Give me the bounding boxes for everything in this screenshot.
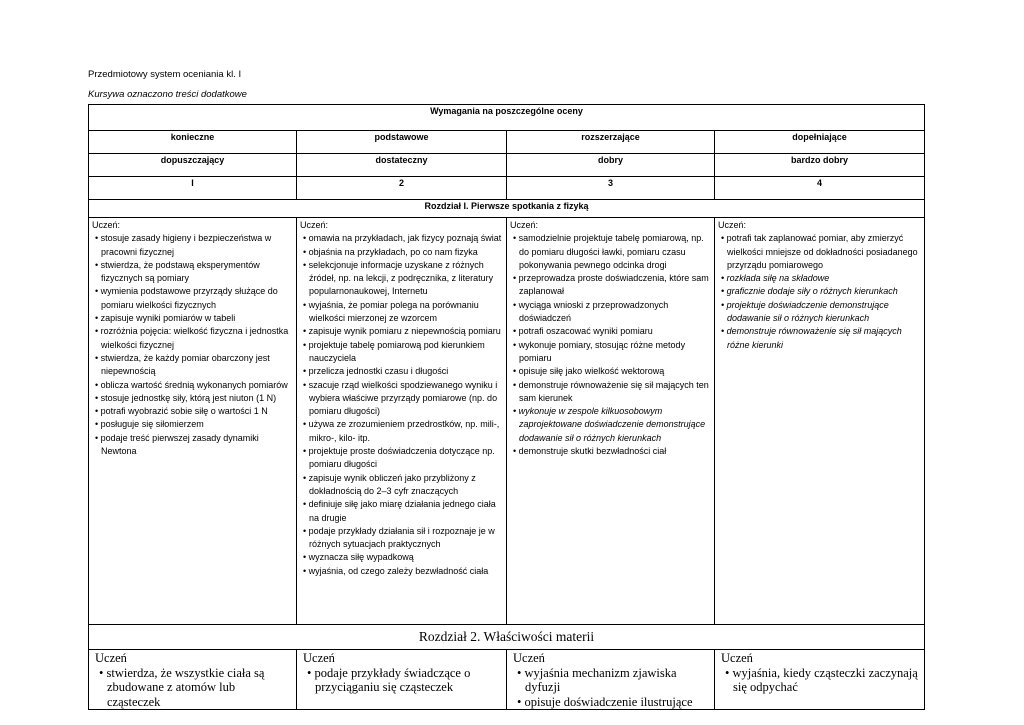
- uczen-label: Uczeń:: [718, 220, 747, 230]
- requirements-list: [95, 666, 290, 710]
- col-dopelniajace-content: [715, 218, 925, 625]
- list-item: • projektuje doświadczenie demonstrujące dodawanie sił o różnych kierunkach: [718, 299, 921, 326]
- list-item: • wykonuje pomiary, stosując różne metody pomiaru: [510, 339, 711, 366]
- grade-number-3: 3: [507, 177, 715, 200]
- list-item: • wyjaśnia, od czego zależy bezwładność ciała: [300, 565, 503, 578]
- requirements-list: [92, 232, 293, 458]
- section-2-col-3: [507, 650, 715, 710]
- list-item: • stosuje jednostkę siły, którą jest niuton (1 N): [92, 392, 293, 405]
- list-item: • stosuje zasady higieny i bezpieczeństwa w pracowni fizycznej: [92, 232, 293, 259]
- list-item: • stwierdza, że podstawą eksperymentów fizycznych są pomiary: [92, 259, 293, 286]
- list-item: • wyjaśnia, kiedy cząsteczki zaczynają się odpychać: [721, 666, 918, 695]
- list-item: • opisuje doświadczenie ilustrujące: [513, 695, 708, 710]
- list-item: • demonstruje skutki bezwładności ciał: [510, 445, 711, 458]
- list-item: • posługuje się siłomierzem: [92, 418, 293, 431]
- list-item: • stwierdza, że wszystkie ciała są zbudowane z atomów lub cząsteczek: [95, 666, 290, 710]
- level-konieczne: konieczne: [89, 131, 297, 154]
- uczen-label: Uczeń:: [92, 220, 121, 230]
- list-item: • wyjaśnia mechanizm zjawiska dyfuzji: [513, 666, 708, 695]
- list-item: • podaje przykłady świadczące o przyciąganiu się cząsteczek: [303, 666, 500, 695]
- list-item: • potrafi tak zaplanować pomiar, aby zmierzyć wielkości mniejsze od dokładności posiadanego przyrządu pomiarowego: [718, 232, 921, 272]
- grade-dostateczny: dostateczny: [297, 154, 507, 177]
- requirements-list: [513, 666, 708, 710]
- uczen-label: Uczeń: [513, 651, 545, 665]
- level-rozszerzajace: rozszerzające: [507, 131, 715, 154]
- level-podstawowe: podstawowe: [297, 131, 507, 154]
- requirements-table: [88, 104, 925, 710]
- col-rozszerzajace-content: [507, 218, 715, 625]
- list-item: • definiuje siłę jako miarę działania jednego ciała na drugie: [300, 498, 503, 525]
- list-item: • samodzielnie projektuje tabelę pomiarową, np. do pomiaru długości ławki, pomiaru czasu pokonywania pewnego odcinka drogi: [510, 232, 711, 272]
- section-1-title: Rozdział I. Pierwsze spotkania z fizyką: [89, 200, 925, 218]
- section-2-col-2: [297, 650, 507, 710]
- italic-note: Kursywa oznaczono treści dodatkowe: [88, 89, 247, 100]
- list-item: • używa ze zrozumieniem przedrostków, np. mili-, mikro-, kilo- itp.: [300, 418, 503, 445]
- section-2-title: Rozdział 2. Właściwości materii: [89, 625, 925, 650]
- list-item: • rozkłada siłę na składowe: [718, 272, 921, 285]
- uczen-label: Uczeń:: [510, 220, 539, 230]
- list-item: • wyciąga wnioski z przeprowadzonych doświadczeń: [510, 299, 711, 326]
- list-item: • rozróżnia pojęcia: wielkość fizyczna i jednostka wielkości fizycznej: [92, 325, 293, 352]
- list-item: • selekcjonuje informacje uzyskane z różnych źródeł, np. na lekcji, z podręcznika, z literatury popularnonaukowej, Internetu: [300, 259, 503, 299]
- list-item: • graficznie dodaje siły o różnych kierunkach: [718, 285, 921, 298]
- section-2-col-4: [715, 650, 925, 710]
- grade-number-1: I: [89, 177, 297, 200]
- list-item: • omawia na przykładach, jak fizycy poznają świat: [300, 232, 503, 245]
- list-item: • wyznacza siłę wypadkową: [300, 551, 503, 564]
- document-title: Przedmiotowy system oceniania kl. I: [88, 69, 242, 80]
- list-item: • przeprowadza proste doświadczenia, które sam zaplanował: [510, 272, 711, 299]
- list-item: • wyjaśnia, że pomiar polega na porównaniu wielkości mierzonej ze wzorcem: [300, 299, 503, 326]
- grade-number-2: 2: [297, 177, 507, 200]
- list-item: • demonstruje równoważenie się sił mających różne kierunki: [718, 325, 921, 352]
- grade-bardzo-dobry: bardzo dobry: [715, 154, 925, 177]
- requirements-list: [510, 232, 711, 458]
- list-item: • podaje przykłady działania sił i rozpoznaje je w różnych sytuacjach praktycznych: [300, 525, 503, 552]
- requirements-list: [303, 666, 500, 695]
- grade-number-4: 4: [715, 177, 925, 200]
- list-item: • projektuje tabelę pomiarową pod kierunkiem nauczyciela: [300, 339, 503, 366]
- col-podstawowe-content: [297, 218, 507, 625]
- list-item: • oblicza wartość średnią wykonanych pomiarów: [92, 379, 293, 392]
- uczen-label: Uczeń: [95, 651, 127, 665]
- list-item: • podaje treść pierwszej zasady dynamiki Newtona: [92, 432, 293, 459]
- requirements-list: [718, 232, 921, 352]
- list-item: • potrafi wyobrazić sobie siłę o wartości 1 N: [92, 405, 293, 418]
- col-konieczne-content: [89, 218, 297, 625]
- requirements-list: [721, 666, 918, 695]
- list-item: • wykonuje w zespole kilkuosobowym zaprojektowane doświadczenie demonstrujące dodawanie sił o różnych kierunkach: [510, 405, 711, 445]
- list-item: • przelicza jednostki czasu i długości: [300, 365, 503, 378]
- list-item: • opisuje siłę jako wielkość wektorową: [510, 365, 711, 378]
- list-item: • szacuje rząd wielkości spodziewanego wyniku i wybiera właściwe przyrządy pomiarowe (np. do pomiaru długości): [300, 379, 503, 419]
- list-item: • zapisuje wynik obliczeń jako przybliżony z dokładnością do 2–3 cyfr znaczących: [300, 472, 503, 499]
- list-item: • zapisuje wyniki pomiarów w tabeli: [92, 312, 293, 325]
- requirements-list: [300, 232, 503, 578]
- list-item: • objaśnia na przykładach, po co nam fizyka: [300, 246, 503, 259]
- uczen-label: Uczeń: [721, 651, 753, 665]
- list-item: • wymienia podstawowe przyrządy służące do pomiaru wielkości fizycznych: [92, 285, 293, 312]
- uczen-label: Uczeń: [303, 651, 335, 665]
- list-item: • potrafi oszacować wyniki pomiaru: [510, 325, 711, 338]
- list-item: • projektuje proste doświadczenia dotyczące np. pomiaru długości: [300, 445, 503, 472]
- section-2-col-1: [89, 650, 297, 710]
- uczen-label: Uczeń:: [300, 220, 329, 230]
- list-item: • zapisuje wynik pomiaru z niepewnością pomiaru: [300, 325, 503, 338]
- list-item: • stwierdza, że każdy pomiar obarczony jest niepewnością: [92, 352, 293, 379]
- grade-dobry: dobry: [507, 154, 715, 177]
- list-item: • demonstruje równoważenie się sił mających ten sam kierunek: [510, 379, 711, 406]
- requirements-header: Wymagania na poszczególne oceny: [89, 105, 925, 131]
- level-dopelniajace: dopełniające: [715, 131, 925, 154]
- grade-dopuszczajacy: dopuszczający: [89, 154, 297, 177]
